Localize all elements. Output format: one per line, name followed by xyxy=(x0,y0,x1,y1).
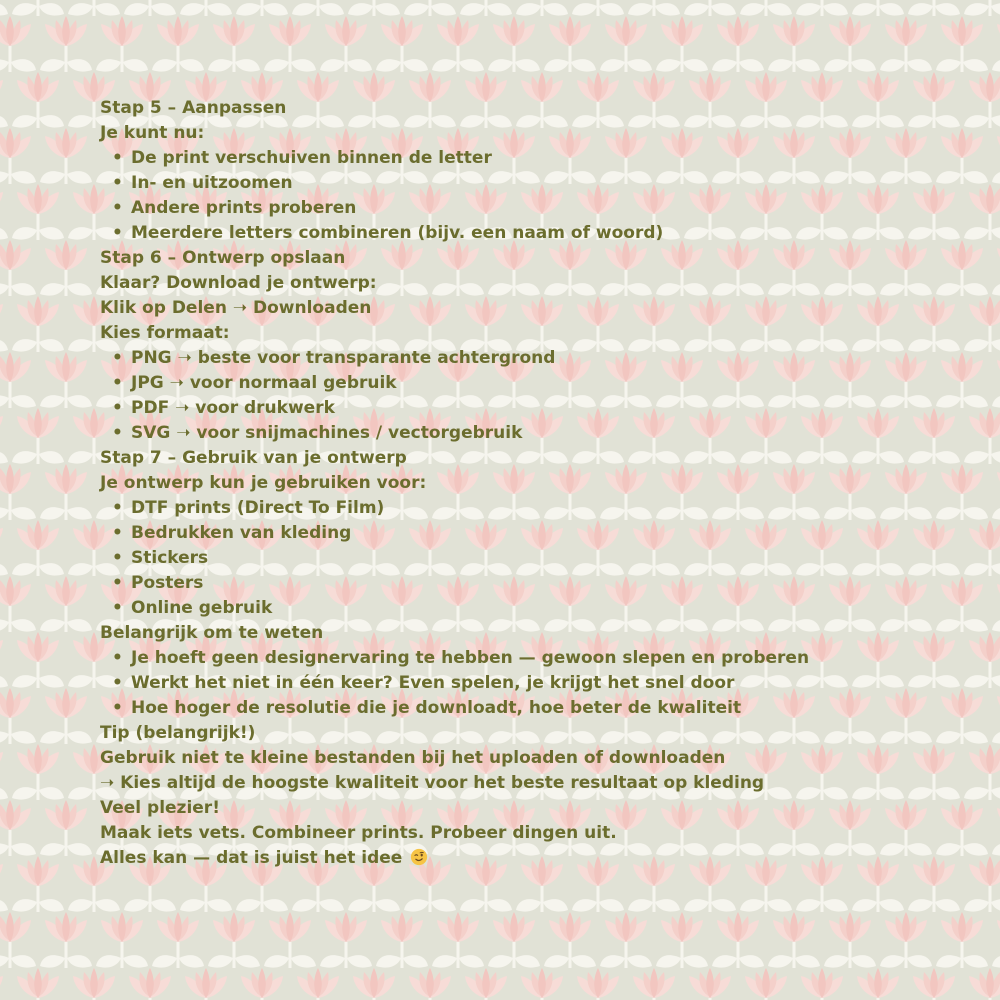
step-7-title: Stap 7 – Gebruik van je ontwerp xyxy=(100,448,407,468)
step-7-list xyxy=(100,496,980,621)
step-5-title: Stap 5 – Aanpassen xyxy=(100,98,287,118)
step-6-title: Stap 6 – Ontwerp opslaan xyxy=(100,248,346,268)
instruction-text-block xyxy=(100,96,980,871)
bullet-icon: • xyxy=(112,648,123,668)
bullet-icon: • xyxy=(112,523,123,543)
list-item: • De print verschuiven binnen de letter xyxy=(100,146,980,171)
bullet-icon: • xyxy=(112,673,123,693)
important-list xyxy=(100,646,980,721)
bullet-icon: • xyxy=(112,423,123,443)
list-item: • PDF ➝ voor drukwerk xyxy=(100,396,980,421)
step-6-instruction: Klik op Delen ➝ Downloaden xyxy=(100,298,372,318)
bullet-icon: • xyxy=(112,348,123,368)
bullet-icon: • xyxy=(112,398,123,418)
important-title: Belangrijk om te weten xyxy=(100,623,324,643)
bullet-icon: • xyxy=(112,698,123,718)
closing-line-2-wrapper xyxy=(100,846,980,871)
tip-line-1: Gebruik niet te kleine bestanden bij het uploaden of downloaden xyxy=(100,748,726,768)
list-item: • SVG ➝ voor snijmachines / vectorgebruik xyxy=(100,421,980,446)
bullet-icon: • xyxy=(112,148,123,168)
list-item: • Stickers xyxy=(100,546,980,571)
tip-title: Tip (belangrijk!) xyxy=(100,723,256,743)
list-item: • Bedrukken van kleding xyxy=(100,521,980,546)
list-item: • In- en uitzoomen xyxy=(100,171,980,196)
step-6-format-list xyxy=(100,346,980,446)
list-item: • Meerdere letters combineren (bijv. een naam of woord) xyxy=(100,221,980,246)
list-item: • Werkt het niet in één keer? Even spelen, je krijgt het snel door xyxy=(100,671,980,696)
bullet-icon: • xyxy=(112,373,123,393)
tip-line-2: ➝ Kies altijd de hoogste kwaliteit voor het beste resultaat op kleding xyxy=(100,773,765,793)
list-item: • Online gebruik xyxy=(100,596,980,621)
bullet-icon: • xyxy=(112,573,123,593)
bullet-icon: • xyxy=(112,598,123,618)
list-item: • Andere prints proberen xyxy=(100,196,980,221)
step-5-list xyxy=(100,146,980,246)
list-item: • DTF prints (Direct To Film) xyxy=(100,496,980,521)
bullet-icon: • xyxy=(112,548,123,568)
closing-line-1: Maak iets vets. Combineer prints. Probeer dingen uit. xyxy=(100,823,617,843)
bullet-icon: • xyxy=(112,498,123,518)
step-5-intro: Je kunt nu: xyxy=(100,123,205,143)
list-item: • Je hoeft geen designervaring te hebben — gewoon slepen en proberen xyxy=(100,646,980,671)
winking-face-icon xyxy=(410,848,428,866)
bullet-icon: • xyxy=(112,198,123,218)
bullet-icon: • xyxy=(112,223,123,243)
closing-line-2: Alles kan — dat is juist het idee xyxy=(100,848,403,868)
list-item: • JPG ➝ voor normaal gebruik xyxy=(100,371,980,396)
step-6-format-label: Kies formaat: xyxy=(100,323,230,343)
step-6-intro: Klaar? Download je ontwerp: xyxy=(100,273,377,293)
list-item: • Hoe hoger de resolutie die je downloadt, hoe beter de kwaliteit xyxy=(100,696,980,721)
list-item: • Posters xyxy=(100,571,980,596)
step-7-intro: Je ontwerp kun je gebruiken voor: xyxy=(100,473,427,493)
list-item: • PNG ➝ beste voor transparante achtergrond xyxy=(100,346,980,371)
closing-title: Veel plezier! xyxy=(100,798,220,818)
bullet-icon: • xyxy=(112,173,123,193)
